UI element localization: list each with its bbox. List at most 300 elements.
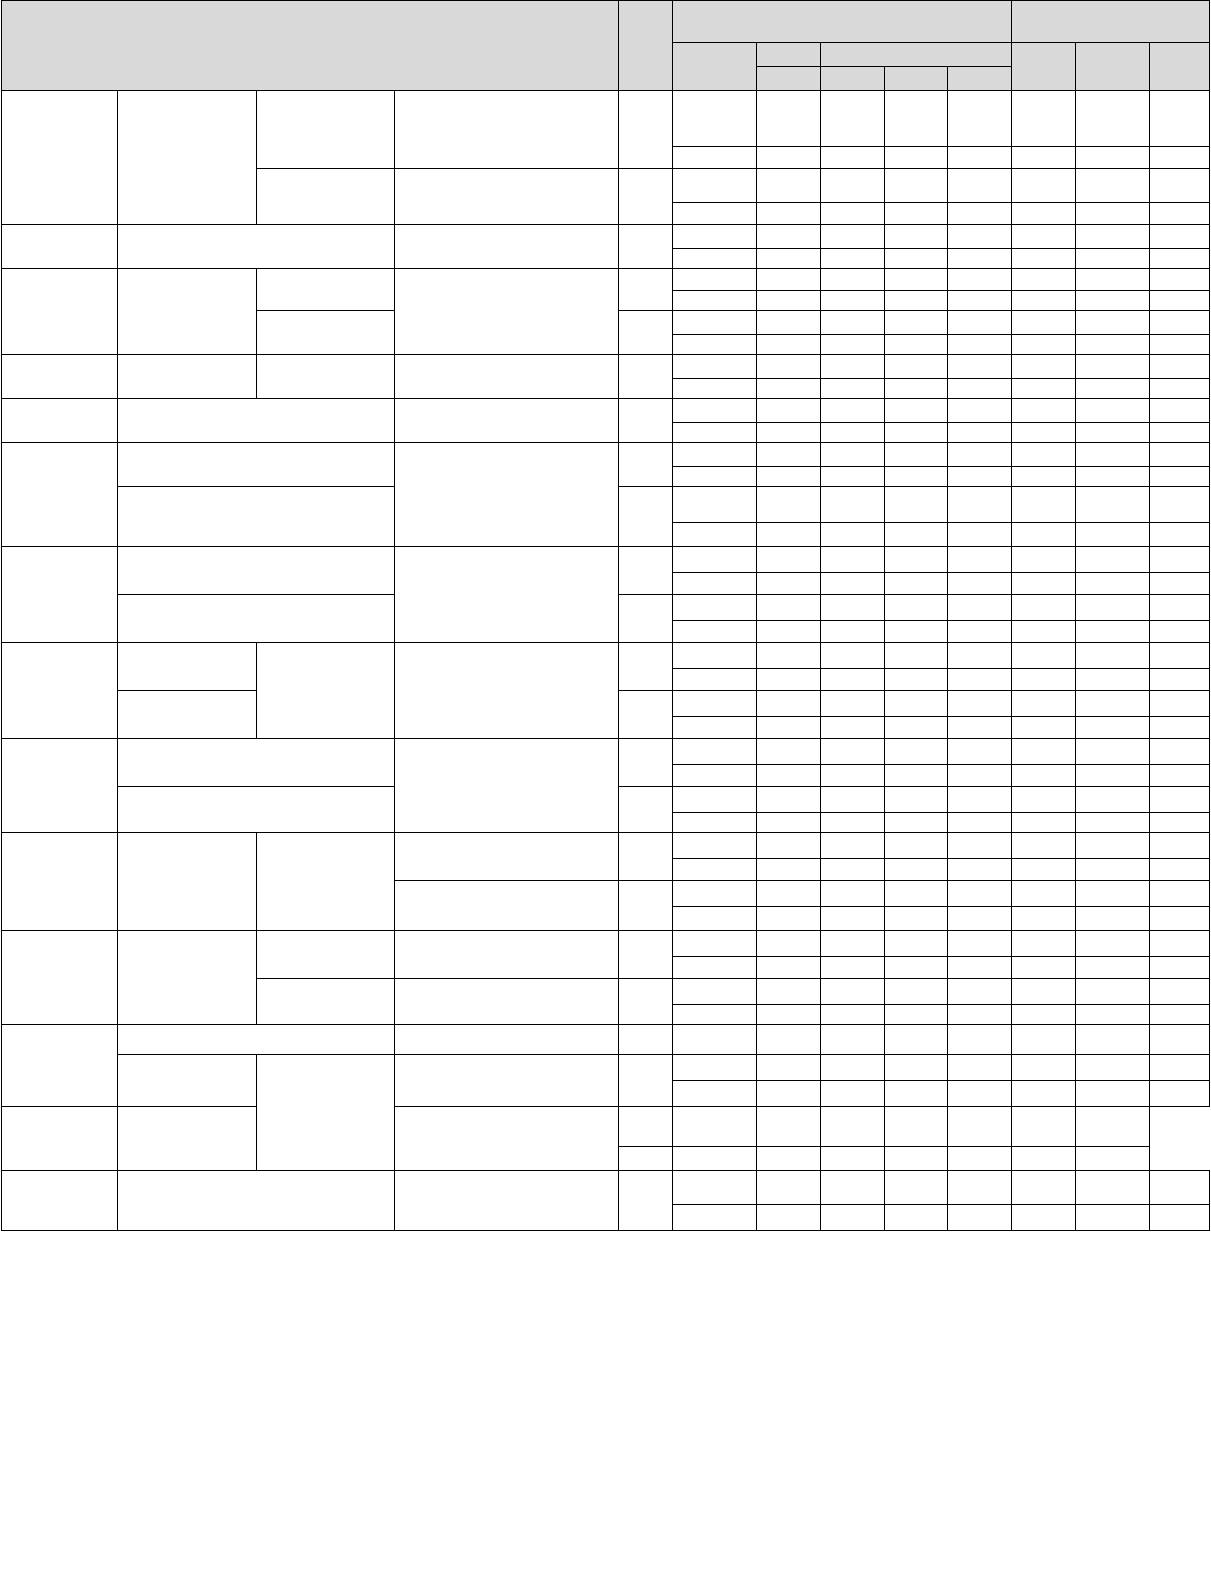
promo-change-value (1075, 907, 1150, 931)
header-type-blank (672, 43, 757, 91)
price-value (757, 691, 821, 717)
price-value (948, 1055, 1012, 1081)
change-value (1075, 269, 1150, 291)
price-value (821, 595, 885, 621)
price-value (884, 443, 948, 467)
promo-price-value (821, 291, 885, 311)
change-value (1011, 691, 1075, 717)
promo-change-value (1011, 907, 1075, 931)
promo-change-value (1011, 523, 1075, 547)
price-value (884, 547, 948, 573)
promo-price-value (948, 1005, 1012, 1025)
table-row (2, 91, 1210, 147)
promo-change-value (1150, 573, 1210, 595)
price-value (757, 979, 821, 1005)
promo-change-value (1011, 621, 1075, 643)
price-value (948, 1171, 1012, 1205)
price-value (884, 691, 948, 717)
promo-change-value (1150, 335, 1210, 355)
promo-change-value (1075, 423, 1150, 443)
price-value (948, 443, 1012, 467)
change-value (1150, 691, 1210, 717)
header-year-2025 (821, 43, 1012, 67)
price-value (757, 787, 821, 813)
promo-price-value (821, 573, 885, 595)
promo-price-value (884, 335, 948, 355)
price-value (757, 881, 821, 907)
price-value (757, 443, 821, 467)
promo-price-value (948, 1081, 1012, 1107)
price-value (757, 225, 821, 249)
price-value (757, 1171, 821, 1205)
price-value (948, 833, 1012, 859)
table-row (2, 1107, 1210, 1147)
promo-change-value (1011, 291, 1075, 311)
promo-price-value (821, 249, 885, 269)
price-value (948, 595, 1012, 621)
change-value (1075, 487, 1150, 523)
price-type-regular (672, 225, 757, 249)
price-value (821, 787, 885, 813)
product-attribute (256, 269, 394, 311)
promo-price-value (757, 423, 821, 443)
change-value (1150, 169, 1210, 203)
price-value (884, 881, 948, 907)
product-attribute (118, 487, 395, 547)
unit-cell (394, 1107, 618, 1171)
promo-price-value (948, 379, 1012, 399)
change-value (1075, 225, 1150, 249)
promo-price-value (948, 523, 1012, 547)
price-type-regular (672, 91, 757, 147)
header-week (884, 67, 948, 91)
price-value (948, 691, 1012, 717)
product-attribute (394, 1171, 618, 1231)
promo-price-value (948, 1205, 1012, 1231)
promo-price-value (884, 1205, 948, 1231)
change-value (1011, 225, 1075, 249)
change-value (1150, 311, 1210, 335)
promo-change-value (1075, 1147, 1150, 1171)
change-value (948, 1107, 1012, 1147)
price-type-regular (672, 739, 757, 765)
price-value (884, 311, 948, 335)
price-type-promo (672, 523, 757, 547)
product-attribute (394, 1025, 618, 1055)
change-value (1075, 311, 1150, 335)
price-value (821, 1055, 885, 1081)
price-type-regular (672, 1025, 757, 1055)
product-name (2, 355, 118, 399)
change-value (1011, 595, 1075, 621)
promo-change-value (1075, 621, 1150, 643)
price-value (821, 1107, 885, 1147)
unit-cell (619, 311, 673, 355)
table-row (2, 931, 1210, 957)
table-row (2, 739, 1210, 765)
change-value (1150, 547, 1210, 573)
change-value (1011, 881, 1075, 907)
change-value (1011, 355, 1075, 379)
promo-change-value (1011, 957, 1075, 979)
price-type-regular (672, 169, 757, 203)
promo-price-value (884, 1081, 948, 1107)
product-attribute (118, 1107, 256, 1171)
promo-change-value (1075, 147, 1150, 169)
change-value (1011, 1025, 1075, 1055)
price-value (884, 1025, 948, 1055)
promo-price-value (757, 1147, 821, 1171)
product-attribute (394, 269, 618, 355)
price-value (757, 355, 821, 379)
price-value (821, 91, 885, 147)
price-value (821, 547, 885, 573)
price-value (884, 833, 948, 859)
product-attribute (394, 739, 618, 833)
promo-price-value (884, 203, 948, 225)
change-value (1075, 595, 1150, 621)
price-value (948, 311, 1012, 335)
promo-price-value (948, 907, 1012, 931)
price-value (757, 311, 821, 335)
price-value (821, 881, 885, 907)
promo-price-value (884, 147, 948, 169)
product-attribute (118, 269, 256, 355)
promo-change-value (1150, 467, 1210, 487)
promo-price-value (757, 1005, 821, 1025)
price-value (821, 399, 885, 423)
product-attribute (256, 91, 394, 169)
price-value (884, 487, 948, 523)
promo-change-value (1150, 669, 1210, 691)
product-attribute (394, 225, 618, 269)
price-type-promo (672, 379, 757, 399)
promo-price-value (757, 249, 821, 269)
price-value (884, 1055, 948, 1081)
price-type-promo (672, 1081, 757, 1107)
promo-price-value (757, 379, 821, 399)
header-unit (619, 1, 673, 91)
price-value (948, 169, 1012, 203)
table-row (2, 833, 1210, 859)
product-attribute (2, 1107, 118, 1171)
product-attribute (256, 1055, 394, 1171)
unit-cell (619, 487, 673, 547)
product-attribute (394, 643, 618, 739)
promo-change-value (1075, 249, 1150, 269)
price-value (884, 931, 948, 957)
change-value (1075, 1107, 1150, 1147)
price-value (821, 833, 885, 859)
product-attribute (118, 595, 395, 643)
price-value (757, 931, 821, 957)
promo-change-value (1150, 813, 1210, 833)
product-attribute (118, 691, 256, 739)
promo-price-value (948, 813, 1012, 833)
price-type-regular (672, 443, 757, 467)
promo-price-value (821, 335, 885, 355)
promo-change-value (1075, 813, 1150, 833)
price-value (948, 1025, 1012, 1055)
product-attribute (394, 443, 618, 547)
promo-price-value (757, 907, 821, 931)
change-value (1150, 739, 1210, 765)
price-type-promo (672, 147, 757, 169)
price-value (821, 169, 885, 203)
change-value (1075, 91, 1150, 147)
price-value (884, 269, 948, 291)
promo-price-value (884, 1005, 948, 1025)
promo-price-value (821, 907, 885, 931)
change-value (1011, 643, 1075, 669)
price-type-promo (672, 859, 757, 881)
price-value (757, 595, 821, 621)
promo-change-value (1150, 203, 1210, 225)
promo-price-value (821, 621, 885, 643)
promo-change-value (1075, 1081, 1150, 1107)
product-attribute (394, 881, 618, 931)
change-value (1150, 225, 1210, 249)
promo-change-value (1075, 523, 1150, 547)
price-value (884, 169, 948, 203)
promo-price-value (821, 717, 885, 739)
price-value (757, 269, 821, 291)
price-value (757, 487, 821, 523)
promo-price-value (757, 467, 821, 487)
price-value (948, 487, 1012, 523)
header-week (948, 67, 1012, 91)
promo-price-value (821, 467, 885, 487)
promo-change-value (1011, 1081, 1075, 1107)
price-type-promo (672, 957, 757, 979)
promo-price-value (948, 621, 1012, 643)
promo-change-value (948, 1147, 1012, 1171)
price-value (948, 269, 1012, 291)
product-attribute (118, 547, 395, 595)
price-value (821, 311, 885, 335)
table-body (2, 91, 1210, 1231)
change-value (1150, 1171, 1210, 1205)
unit-cell (619, 739, 673, 787)
price-value (948, 787, 1012, 813)
change-value (1011, 787, 1075, 813)
price-value (884, 595, 948, 621)
unit-cell (619, 443, 673, 487)
price-value (884, 355, 948, 379)
unit-cell (619, 931, 673, 979)
price-type-regular (672, 547, 757, 573)
change-value (1150, 487, 1210, 523)
promo-change-value (1150, 1205, 1210, 1231)
price-type-regular (672, 269, 757, 291)
promo-price-value (821, 1147, 885, 1171)
product-attribute (256, 931, 394, 979)
promo-change-value (1150, 957, 1210, 979)
promo-change-value (1075, 765, 1150, 787)
price-value (821, 931, 885, 957)
promo-change-value (1150, 1081, 1210, 1107)
product-name (2, 739, 118, 833)
promo-change-value (1011, 669, 1075, 691)
promo-price-value (821, 859, 885, 881)
price-type-regular (672, 399, 757, 423)
product-attribute (118, 787, 395, 833)
price-value (757, 1025, 821, 1055)
promo-price-value (948, 467, 1012, 487)
price-value (948, 643, 1012, 669)
change-value (1075, 355, 1150, 379)
price-type-regular (672, 595, 757, 621)
promo-price-value (884, 859, 948, 881)
promo-price-value (948, 765, 1012, 787)
change-value (1011, 739, 1075, 765)
change-value (1075, 979, 1150, 1005)
promo-price-value (672, 1147, 757, 1171)
product-attribute (118, 1055, 256, 1107)
price-value (821, 269, 885, 291)
promo-price-value (821, 523, 885, 547)
price-value (672, 1107, 757, 1147)
price-type-promo (619, 1147, 673, 1171)
price-value (821, 979, 885, 1005)
price-value (884, 739, 948, 765)
promo-change-value (1011, 249, 1075, 269)
price-type-promo (672, 203, 757, 225)
price-value (948, 91, 1012, 147)
unit-cell (619, 1055, 673, 1107)
change-value (1011, 1171, 1075, 1205)
price-type-promo (672, 1205, 757, 1231)
promo-price-value (884, 573, 948, 595)
price-type-regular (672, 311, 757, 335)
promo-price-value (757, 765, 821, 787)
price-type-regular (672, 1055, 757, 1081)
price-type-promo (672, 335, 757, 355)
price-value (948, 881, 1012, 907)
table-row (2, 1171, 1210, 1205)
price-value (884, 1171, 948, 1205)
product-name (2, 1025, 118, 1107)
unit-cell (619, 787, 673, 833)
unit-cell (619, 169, 673, 225)
price-type-regular (672, 643, 757, 669)
price-type-promo (672, 1005, 757, 1025)
product-attribute (256, 355, 394, 399)
unit-cell (619, 979, 673, 1025)
product-attribute (256, 979, 394, 1025)
price-value (948, 979, 1012, 1005)
price-value (757, 643, 821, 669)
price-type-promo (672, 249, 757, 269)
change-value (1011, 1107, 1075, 1147)
change-value (1011, 547, 1075, 573)
price-type-regular (672, 979, 757, 1005)
change-value (1075, 931, 1150, 957)
promo-price-value (821, 957, 885, 979)
product-attribute (256, 833, 394, 931)
price-type-regular (672, 881, 757, 907)
header-week (821, 67, 885, 91)
change-value (1150, 931, 1210, 957)
product-attribute (118, 833, 256, 931)
promo-price-value (821, 669, 885, 691)
table-row (2, 269, 1210, 291)
promo-price-value (757, 1081, 821, 1107)
promo-change-value (1150, 423, 1210, 443)
product-attribute (394, 931, 618, 979)
promo-price-value (757, 957, 821, 979)
promo-price-value (757, 717, 821, 739)
change-value (1150, 833, 1210, 859)
promo-price-value (948, 423, 1012, 443)
promo-price-value (884, 249, 948, 269)
product-name (2, 399, 118, 443)
price-value (948, 225, 1012, 249)
promo-change-value (1011, 859, 1075, 881)
change-value (1011, 311, 1075, 335)
promo-price-value (948, 717, 1012, 739)
price-type-promo (672, 423, 757, 443)
product-name (2, 443, 118, 547)
price-type-promo (672, 765, 757, 787)
promo-price-value (884, 957, 948, 979)
price-type-promo (672, 717, 757, 739)
product-attribute (118, 643, 256, 691)
change-value (1150, 91, 1210, 147)
price-type-promo (672, 573, 757, 595)
promo-change-value (1011, 423, 1075, 443)
price-value (821, 487, 885, 523)
product-name (2, 643, 118, 739)
promo-change-value (1150, 249, 1210, 269)
header-week (757, 67, 821, 91)
price-value (948, 355, 1012, 379)
promo-change-value (1075, 717, 1150, 739)
product-name (2, 269, 118, 355)
price-value (757, 1055, 821, 1081)
change-value (1075, 1171, 1150, 1205)
change-value (1011, 979, 1075, 1005)
promo-price-value (757, 147, 821, 169)
promo-price-value (948, 573, 1012, 595)
header-change-month (1075, 43, 1150, 91)
promo-price-value (821, 147, 885, 169)
promo-price-value (948, 291, 1012, 311)
change-value (1075, 739, 1150, 765)
promo-change-value (1011, 573, 1075, 595)
promo-price-value (757, 621, 821, 643)
change-value (1075, 169, 1150, 203)
change-value (1075, 691, 1150, 717)
change-value (1075, 643, 1150, 669)
promo-change-value (1011, 203, 1075, 225)
promo-change-value (1011, 379, 1075, 399)
product-attribute (118, 225, 395, 269)
header-product (2, 1, 619, 91)
change-value (1011, 169, 1075, 203)
promo-change-value (1075, 291, 1150, 311)
unit-cell (619, 833, 673, 881)
promo-change-value (1075, 1205, 1150, 1231)
promo-change-value (1011, 1205, 1075, 1231)
change-value (1011, 833, 1075, 859)
table-row (2, 1055, 1210, 1081)
promo-price-value (884, 813, 948, 833)
promo-price-value (948, 859, 1012, 881)
table-row (2, 1025, 1210, 1055)
price-value (757, 833, 821, 859)
price-type-regular (672, 1171, 757, 1205)
